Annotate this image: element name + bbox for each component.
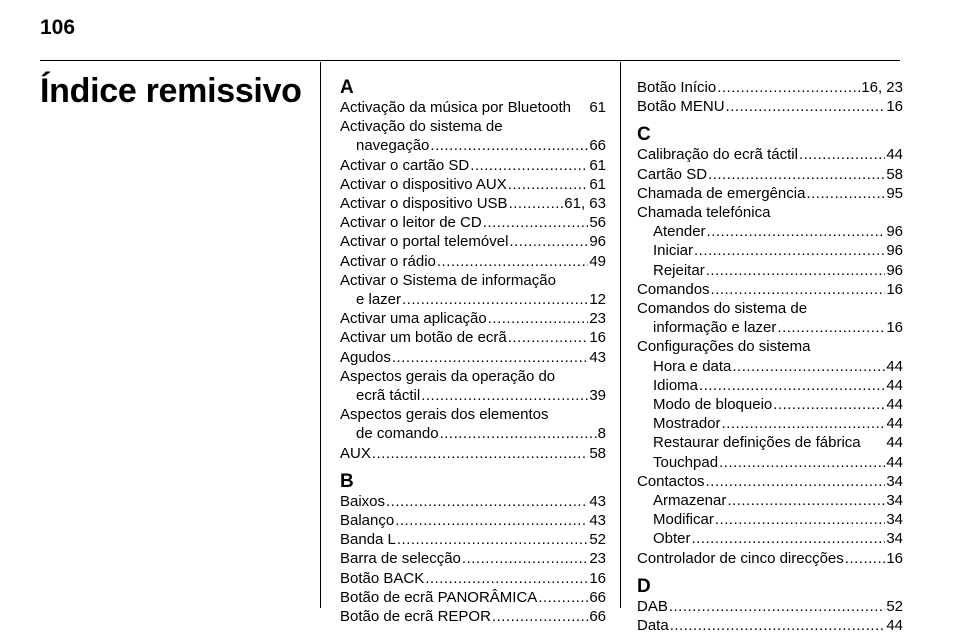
page-reference: 16, 23 — [861, 79, 903, 96]
entry-text: Controlador de cinco direcções — [637, 549, 844, 567]
page-number: 106 — [40, 16, 76, 39]
dot-leader — [727, 491, 885, 510]
index-entry — [637, 597, 903, 616]
index-title: Índice remissivo — [40, 72, 302, 110]
dot-leader — [722, 414, 886, 433]
index-entry — [340, 309, 606, 328]
page-reference: 16 — [886, 280, 903, 298]
index-entry — [340, 252, 606, 271]
entry-text: Activar o portal telemóvel — [340, 233, 509, 251]
page-reference: 16 — [589, 569, 606, 587]
entry-text: Atender — [653, 223, 706, 241]
entry-text: Comandos — [637, 280, 710, 298]
entry-text: Armazenar — [653, 492, 727, 510]
index-entry — [637, 472, 903, 491]
dot-leader — [732, 357, 885, 376]
index-entry — [340, 530, 606, 549]
index-entry — [637, 165, 903, 184]
entry-text: Hora e data — [653, 357, 732, 375]
entry-text: Botão de ecrã PANORÂMICA — [340, 588, 538, 606]
index-subentry — [340, 424, 606, 443]
index-subentry — [637, 414, 903, 433]
page-reference: 44 — [886, 357, 903, 375]
entry-text: Iniciar — [653, 242, 694, 260]
dot-leader — [392, 348, 588, 367]
dot-leader — [395, 511, 588, 530]
entry-text: Activação da música por Bluetooth — [340, 99, 571, 116]
page-reference: 61, 63 — [564, 195, 606, 213]
index-entry-heading: Aspectos gerais dos elementos — [340, 406, 549, 424]
page-reference: 61 — [589, 175, 606, 193]
index-letter-heading: D — [637, 575, 651, 597]
entry-text: Activar uma aplicação — [340, 310, 487, 328]
index-entry — [340, 549, 606, 568]
dot-leader — [699, 376, 885, 395]
page-reference: 96 — [886, 261, 903, 279]
index-subentry — [637, 395, 903, 414]
entry-text: Cartão SD — [637, 165, 708, 183]
entry-text: Contactos — [637, 472, 705, 490]
page-reference: 16 — [886, 98, 903, 116]
dot-leader — [777, 318, 885, 337]
entry-text: Obter — [653, 530, 691, 548]
entry-text: Activar o dispositivo USB — [340, 195, 508, 213]
dot-leader — [483, 213, 589, 232]
page-reference: 8 — [597, 425, 606, 443]
index-entry-heading: Activação do sistema de — [340, 118, 503, 136]
entry-text: Modo de bloqueio — [653, 396, 773, 414]
dot-leader — [440, 424, 597, 443]
dot-leader — [708, 165, 885, 184]
page-reference: 66 — [589, 137, 606, 155]
entry-text: e lazer — [356, 291, 402, 309]
index-entry — [340, 328, 606, 347]
index-column-2 — [637, 78, 903, 635]
dot-leader — [773, 395, 885, 414]
entry-text: Barra de selecção — [340, 550, 461, 568]
index-entry-heading: Activar o Sistema de informação — [340, 271, 556, 289]
index-subentry — [340, 136, 606, 155]
index-subentry — [637, 510, 903, 529]
index-subentry — [637, 453, 903, 472]
page-reference: 44 — [886, 415, 903, 433]
dot-leader — [430, 136, 588, 155]
entry-text: Modificar — [653, 511, 714, 529]
page-reference: 43 — [589, 492, 606, 510]
index-entry — [340, 444, 606, 463]
entry-text: Chamada de emergência — [637, 184, 806, 202]
index-entry — [340, 569, 606, 588]
entry-text: Balanço — [340, 512, 395, 530]
page-reference: 66 — [589, 608, 606, 626]
page-reference: 34 — [886, 511, 903, 529]
page-reference: 44 — [886, 376, 903, 394]
dot-leader — [726, 97, 886, 116]
page-reference: 44 — [886, 617, 903, 635]
dot-leader — [509, 232, 588, 251]
index-entry — [340, 194, 606, 213]
dot-leader — [692, 529, 886, 548]
index-entry-heading: Comandos do sistema de — [637, 300, 808, 318]
entry-text: Data — [637, 617, 669, 635]
dot-leader — [508, 328, 589, 347]
page-reference: 52 — [589, 531, 606, 549]
page-reference: 49 — [589, 252, 606, 270]
index-subentry — [637, 376, 903, 395]
index-subentry — [637, 261, 903, 280]
page-reference: 34 — [886, 472, 903, 490]
entry-text: Agudos — [340, 348, 391, 366]
entry-text: Botão de ecrã REPOR — [340, 608, 491, 626]
dot-leader — [488, 309, 589, 328]
entry-text: Rejeitar — [653, 261, 705, 279]
entry-text: Activar o leitor de CD — [340, 214, 482, 232]
page-reference: 12 — [589, 291, 606, 309]
page-reference: 34 — [886, 530, 903, 548]
index-subentry — [637, 318, 903, 337]
page-reference: 39 — [589, 387, 606, 405]
entry-text: Activar o rádio — [340, 252, 436, 270]
index-entry — [340, 492, 606, 511]
dot-leader — [670, 616, 886, 635]
dot-leader — [437, 252, 588, 271]
dot-leader — [711, 280, 886, 299]
index-letter-heading: C — [637, 124, 651, 146]
dot-leader — [470, 156, 588, 175]
index-subentry — [637, 491, 903, 510]
page-reference: 34 — [886, 492, 903, 510]
dot-leader — [845, 549, 886, 568]
index-subentry — [637, 433, 903, 452]
page-reference: 66 — [589, 588, 606, 606]
index-entry — [637, 616, 903, 635]
page-reference: 61 — [589, 99, 606, 116]
entry-text: Botão Início — [637, 79, 717, 96]
entry-text: informação e lazer — [653, 319, 777, 337]
dot-leader — [509, 194, 564, 213]
index-letter-heading: A — [340, 77, 354, 98]
dot-leader — [719, 453, 885, 472]
entry-text: Mostrador — [653, 415, 721, 433]
page-reference: 43 — [589, 348, 606, 366]
index-entry — [340, 348, 606, 367]
entry-text: Banda L — [340, 531, 396, 549]
index-subentry — [340, 290, 606, 309]
entry-text: Baixos — [340, 492, 386, 510]
dot-leader — [707, 222, 886, 241]
entry-text: Botão BACK — [340, 569, 425, 587]
dot-leader — [706, 472, 886, 491]
page-reference: 16 — [886, 549, 903, 567]
index-entry — [340, 156, 606, 175]
page-reference: 61 — [589, 156, 606, 174]
index-subentry — [637, 357, 903, 376]
dot-leader — [386, 492, 588, 511]
index-entry — [637, 184, 903, 203]
index-entry — [637, 280, 903, 299]
entry-text: Idioma — [653, 376, 699, 394]
page-reference: 44 — [886, 453, 903, 471]
entry-text: Restaurar definições de fábrica — [653, 434, 861, 452]
index-letter-heading: B — [340, 470, 354, 492]
dot-leader — [669, 597, 885, 616]
page-reference: 16 — [589, 329, 606, 347]
index-entry — [637, 78, 903, 97]
entry-text: Botão MENU — [637, 98, 725, 116]
page-reference: 44 — [886, 434, 903, 452]
index-entry-heading: Aspectos gerais da operação do — [340, 367, 556, 385]
page-reference: 96 — [886, 223, 903, 241]
index-entry — [637, 97, 903, 116]
dot-leader — [694, 241, 885, 260]
index-entry — [340, 98, 606, 117]
column-divider — [320, 62, 321, 608]
index-subentry — [340, 386, 606, 405]
index-entry — [637, 549, 903, 568]
header-rule — [40, 60, 900, 61]
entry-text: AUX — [340, 444, 371, 462]
entry-text: Activar o cartão SD — [340, 156, 470, 174]
dot-leader — [492, 607, 588, 626]
entry-text: Activar o dispositivo AUX — [340, 175, 507, 193]
dot-leader — [538, 588, 588, 607]
index-subentry — [637, 529, 903, 548]
dot-leader — [717, 78, 860, 97]
dot-leader — [462, 549, 588, 568]
page-reference: 58 — [589, 444, 606, 462]
dot-leader — [806, 184, 885, 203]
dot-leader — [402, 290, 588, 309]
dot-leader — [425, 569, 588, 588]
index-column-1 — [340, 78, 606, 626]
page-reference: 96 — [589, 233, 606, 251]
index-entry — [340, 213, 606, 232]
page-reference: 44 — [886, 396, 903, 414]
index-entry — [340, 588, 606, 607]
entry-text: navegação — [356, 137, 430, 155]
page-reference: 16 — [886, 319, 903, 337]
index-entry — [340, 232, 606, 251]
page-reference: 95 — [886, 184, 903, 202]
page-reference: 52 — [886, 597, 903, 615]
page-reference: 58 — [886, 165, 903, 183]
index-entry — [637, 145, 903, 164]
index-entry — [340, 511, 606, 530]
page-reference: 96 — [886, 242, 903, 260]
entry-text: Activar um botão de ecrã — [340, 329, 507, 347]
entry-text: Touchpad — [653, 453, 719, 471]
index-entry-heading: Configurações do sistema — [637, 338, 811, 356]
dot-leader — [706, 261, 886, 280]
entry-text: Calibração do ecrã táctil — [637, 146, 798, 164]
entry-text: ecrã táctil — [356, 387, 421, 405]
page-reference: 44 — [886, 146, 903, 164]
dot-leader — [421, 386, 588, 405]
entry-text: DAB — [637, 597, 668, 615]
page-reference: 23 — [589, 550, 606, 568]
entry-text: de comando — [356, 425, 439, 443]
dot-leader — [715, 510, 885, 529]
dot-leader — [372, 444, 588, 463]
page-reference: 23 — [589, 310, 606, 328]
dot-leader — [397, 530, 588, 549]
dot-leader — [508, 175, 589, 194]
column-divider — [620, 62, 621, 608]
index-entry-heading: Chamada telefónica — [637, 204, 771, 222]
page-reference: 43 — [589, 512, 606, 530]
index-subentry — [637, 241, 903, 260]
index-entry — [340, 175, 606, 194]
page-reference: 56 — [589, 214, 606, 232]
index-entry — [340, 607, 606, 626]
index-subentry — [637, 222, 903, 241]
dot-leader — [799, 145, 885, 164]
